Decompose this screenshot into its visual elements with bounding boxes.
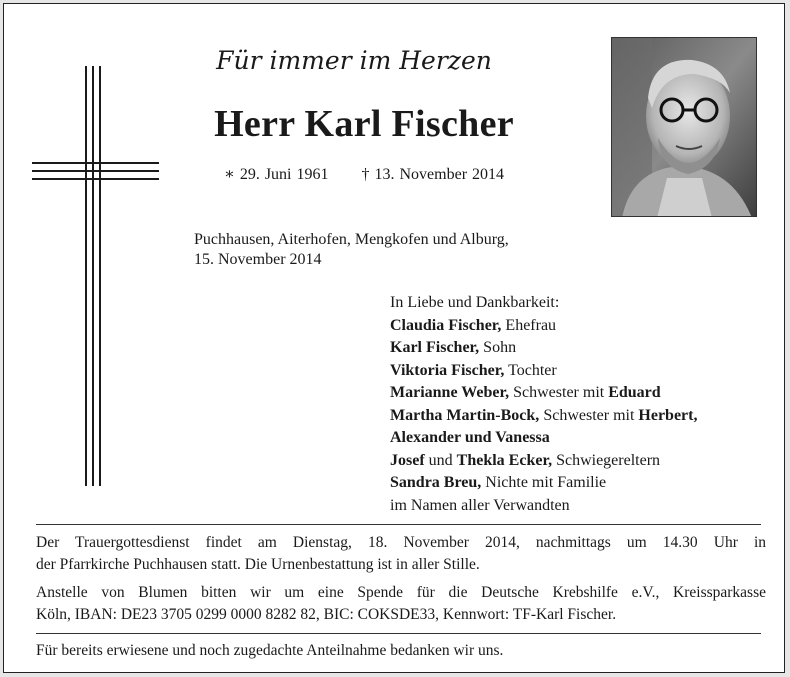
list-item: Alexander und Vanessa [390,429,550,446]
list-item: Karl Fischer, Sohn [390,339,517,356]
list-item: Viktoria Fischer, Tochter [390,361,557,379]
portrait-photo [611,37,757,217]
cross-icon [32,66,162,486]
list-item: Sandra Breu, Nichte mit Familie [390,474,607,491]
motto: Für immer im Herzen [216,46,492,75]
list-item: Martha Martin-Bock, Schwester mit Herbert, [390,406,698,424]
list-item: Marianne Weber, Schwester mit Eduard [390,384,661,401]
place-line: Puchhausen, Aiterhofen, Mengkofen und Alburg, [194,231,509,248]
notice-date: 15. November 2014 [194,251,322,268]
mourners-closing: im Namen aller Verwandten [390,496,570,514]
service-line: Der Trauergottesdienst findet am Dienstag, 18. November 2014, nachmittags um 14.30 Uhr in [36,534,766,551]
service-line: der Pfarrkirche Puchhausen statt. Die Urnenbestattung ist in aller Stille. [36,556,480,573]
deceased-name: Herr Karl Fischer [214,103,514,145]
divider [36,633,761,634]
list-item: Claudia Fischer, Ehefrau [390,316,557,334]
birth-date: ∗ 29. Juni 1961 [223,166,329,183]
life-dates [164,164,564,184]
donation-line: Anstelle von Blumen bitten wir um eine Spende für die Deutsche Krebshilfe e.V., Kreissparkasse [36,584,766,601]
obituary-notice [3,3,785,673]
death-date: † 13. November 2014 [361,166,505,183]
mourners-list [390,292,770,517]
donation-line: Köln, IBAN: DE23 3705 0299 0000 8282 82, BIC: COKSDE33, Kennwort: TF-Karl Fischer. [36,606,617,623]
thanks-text: Für bereits erwiesene und noch zugedachte Anteilnahme bedanken wir uns. [36,642,504,659]
donation-info [36,582,766,626]
list-item: Josef und Thekla Ecker, Schwiegereltern [390,451,661,469]
place-and-date [194,230,594,270]
service-info [36,532,766,576]
divider [36,524,761,525]
mourners-intro: In Liebe und Dankbarkeit: [390,294,560,311]
